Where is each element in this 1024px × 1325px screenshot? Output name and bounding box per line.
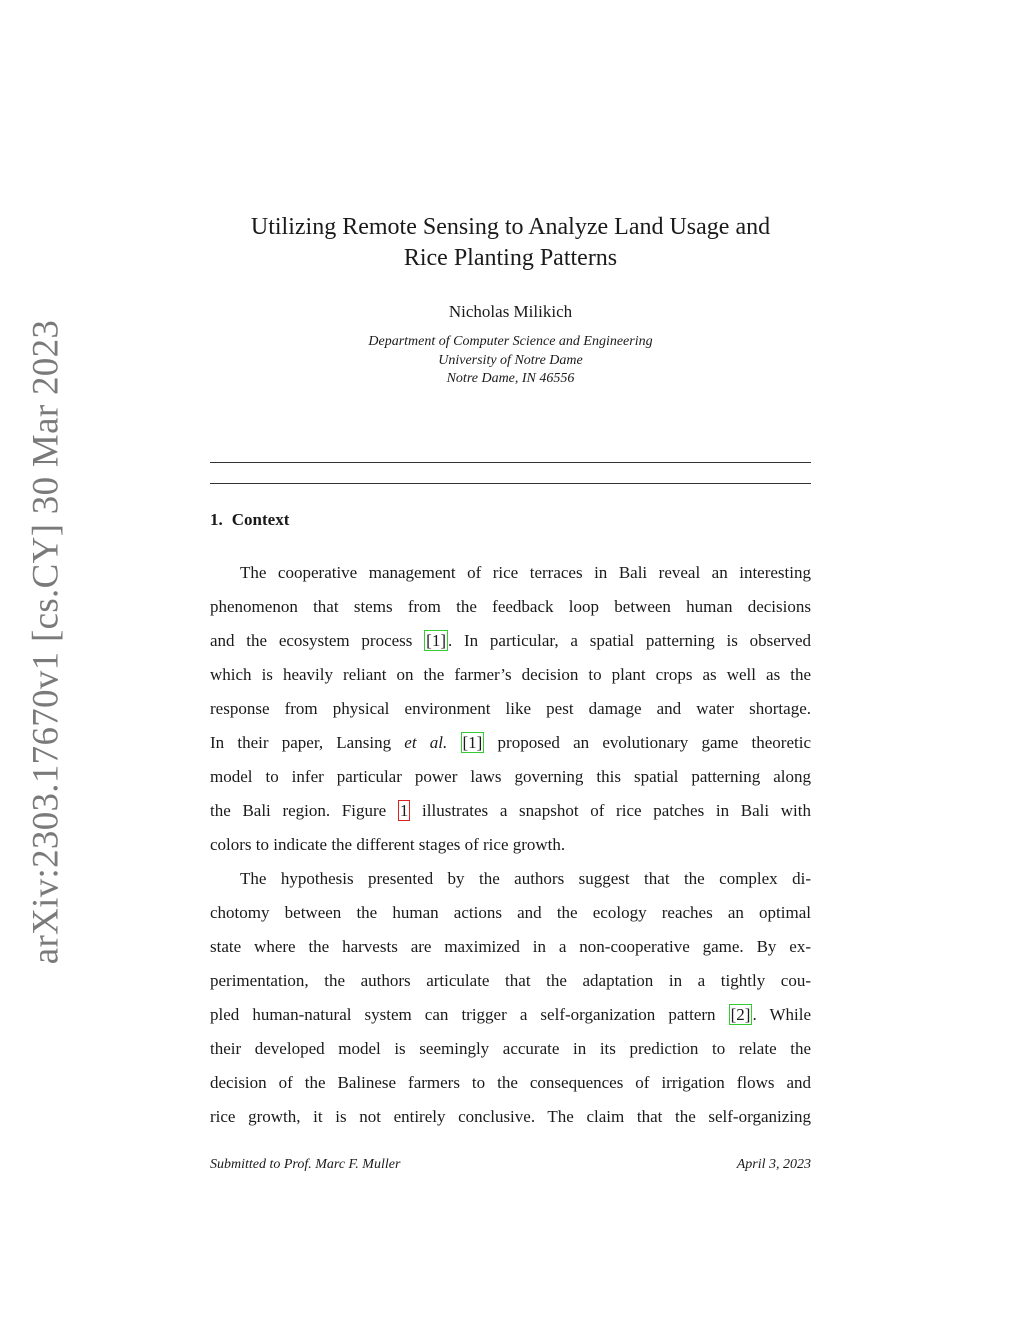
section-number: 1.: [210, 510, 223, 529]
paragraph-2-line: decision of the Balinese farmers to the consequences of irrigation flows and: [210, 1073, 811, 1092]
text-segment: illustrates a snapshot of rice patches in Bali with: [410, 801, 811, 820]
arxiv-identifier-stamp: arXiv:2303.17670v1 [cs.CY] 30 Mar 2023: [25, 319, 67, 965]
affiliation-university: University of Notre Dame: [438, 352, 583, 368]
text-segment: pled human-natural system can trigger a self-organization pattern: [210, 1005, 729, 1024]
footer-date: April 3, 2023: [736, 1157, 811, 1172]
paragraph-1-line: model to infer particular power laws governing this spatial patterning along: [210, 767, 811, 786]
figure-reference-link[interactable]: 1: [399, 801, 409, 820]
paper-title-line-2: Rice Planting Patterns: [403, 245, 618, 271]
paragraph-2-line: chotomy between the human actions and the ecology reaches an optimal: [210, 903, 811, 922]
text-segment: proposed an evolutionary game theoretic: [484, 733, 812, 752]
top-divider-rule: [210, 462, 811, 463]
et-al-italic: et al.: [404, 733, 448, 752]
text-segment: In their paper, Lansing: [210, 733, 405, 752]
paragraph-1-line: [210, 624, 811, 658]
footer-submission-note: Submitted to Prof. Marc F. Muller: [210, 1157, 401, 1172]
section-title: Context: [231, 510, 290, 529]
paper-title: [210, 212, 811, 274]
paragraph-1-line: response from physical environment like pest damage and water shortage.: [210, 699, 811, 718]
section-heading: [210, 510, 289, 530]
paragraph-1-line: which is heavily reliant on the farmer’s decision to plant crops as well as the: [210, 665, 811, 684]
text-segment: and the ecosystem process: [210, 631, 425, 650]
paragraph-2-line: The hypothesis presented by the authors suggest that the complex di-: [240, 869, 811, 888]
affiliation-department: Department of Computer Science and Engineering: [368, 334, 653, 349]
paragraph-2-line: perimentation, the authors articulate that the adaptation in a tightly cou-: [210, 971, 811, 990]
paragraph-2-line: rice growth, it is not entirely conclusive. The claim that the self-organizing: [210, 1107, 811, 1126]
paragraph-1-line: colors to indicate the different stages of rice growth.: [210, 835, 566, 854]
body-text: [210, 556, 811, 1134]
paragraph-1-line: [210, 794, 811, 828]
paragraph-1-line: phenomenon that stems from the feedback loop between human decisions: [210, 597, 811, 616]
citation-link[interactable]: [1]: [462, 733, 483, 752]
text-segment: the Bali region. Figure: [210, 801, 398, 820]
text-segment: . In particular, a spatial patterning is observed: [448, 631, 811, 650]
paragraph-1-line: The cooperative management of rice terraces in Bali reveal an interesting: [240, 563, 811, 582]
paragraph-2-line: [210, 998, 811, 1032]
paragraph-2-line: their developed model is seemingly accurate in its prediction to relate the: [210, 1039, 811, 1058]
text-segment: . While: [752, 1005, 811, 1024]
text-segment: [447, 733, 460, 752]
citation-link[interactable]: [2]: [730, 1005, 751, 1024]
affiliation-address: Notre Dame, IN 46556: [446, 371, 575, 386]
paragraph-2-line: state where the harvests are maximized in a non-cooperative game. By ex-: [210, 937, 811, 956]
citation-link[interactable]: [1]: [426, 631, 446, 650]
paper-title-line-1: Utilizing Remote Sensing to Analyze Land Usage and: [250, 214, 771, 240]
bottom-divider-rule: [210, 483, 811, 484]
author-affiliation: [210, 333, 811, 389]
author-name: Nicholas Milikich: [448, 302, 573, 321]
paragraph-1-line: [210, 726, 811, 760]
